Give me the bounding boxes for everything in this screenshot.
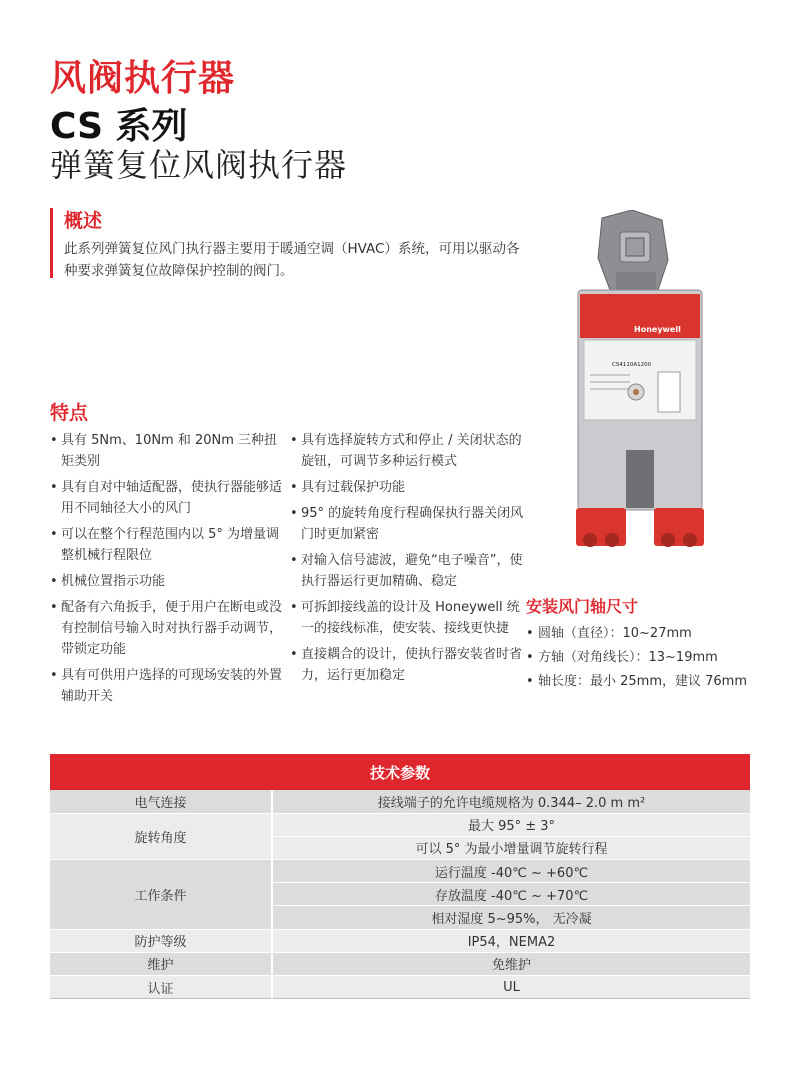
feature-item: • 直接耦合的设计，使执行器安装省时省力，运行更加稳定 [290, 644, 526, 686]
spec-label-certification: 认证 [50, 976, 272, 999]
feature-item: • 可拆卸接线盖的设计及 Honeywell 统一的接线标准，使安装、接线更快捷 [290, 597, 526, 639]
table-row [50, 790, 750, 813]
bullet-icon: • [526, 650, 534, 665]
feature-item: • 具有 5Nm、10Nm 和 20Nm 三种扭矩类别 [50, 430, 286, 472]
mounting-item: • 圆轴（直径）：10~27mm [526, 622, 776, 646]
features-list-right [290, 430, 526, 691]
product-model-label: CS4110A1200 [612, 362, 652, 368]
feature-item: • 具有自对中轴适配器，使执行器能够适用不同轴径大小的风门 [50, 477, 286, 519]
overview-accent-bar [50, 208, 53, 278]
table-row [50, 952, 750, 975]
overview-text: 此系列弹簧复位风门执行器主要用于暖通空调（HVAC）系统，可用以驱动各种要求弹簧复位故障保护控制的阀门。 [64, 241, 520, 279]
feature-item: • 可以在整个行程范围内以 5° 为增量调整机械行程限位 [50, 524, 286, 566]
bullet-icon: • [290, 506, 298, 521]
spec-value-conditions-1: 运行温度 -40℃ ~ +60℃ [272, 860, 750, 883]
mounting-list [526, 622, 776, 694]
feature-item: • 具有选择旋转方式和停止 / 关闭状态的旋钮，可调节多种运行模式 [290, 430, 526, 472]
spec-table [50, 754, 750, 999]
bullet-icon: • [50, 433, 58, 448]
spec-value-conditions-2: 存放温度 -40℃ ~ +70℃ [272, 883, 750, 906]
mounting-item: • 轴长度：最小 25mm，建议 76mm [526, 670, 776, 694]
bullet-icon: • [290, 553, 298, 568]
feature-item: • 具有过载保护功能 [290, 477, 526, 498]
spec-label-electrical: 电气连接 [50, 790, 272, 813]
bullet-icon: • [290, 647, 298, 662]
feature-item: • 机械位置指示功能 [50, 571, 286, 592]
bullet-icon: • [290, 600, 298, 615]
product-brand-label: Honeywell [634, 325, 681, 334]
bullet-icon: • [290, 480, 298, 495]
bullet-icon: • [50, 574, 58, 589]
overview-heading: 概述 [64, 210, 103, 232]
mounting-heading: 安装风门轴尺寸 [526, 597, 639, 616]
bullet-icon: • [50, 527, 58, 542]
features-list-left [50, 430, 286, 712]
bullet-icon: • [526, 626, 534, 641]
spec-label-maintenance: 维护 [50, 952, 272, 975]
feature-item: • 95° 的旋转角度行程确保执行器关闭风门时更加紧密 [290, 503, 526, 545]
bullet-icon: • [50, 668, 58, 683]
spec-label-protection: 防护等级 [50, 929, 272, 952]
actuator-product-image [570, 210, 710, 550]
spec-label-conditions: 工作条件 [50, 860, 272, 930]
feature-item: • 具有可供用户选择的可现场安装的外置辅助开关 [50, 665, 286, 707]
series-title: CS 系列 [50, 106, 188, 147]
spec-value-rotation-1: 最大 95° ± 3° [272, 813, 750, 836]
spec-label-rotation: 旋转角度 [50, 813, 272, 859]
bullet-icon: • [50, 600, 58, 615]
spec-value-certification: UL [272, 976, 750, 999]
bullet-icon: • [526, 674, 534, 689]
table-row [50, 976, 750, 999]
feature-item: • 对输入信号滤波，避免“电子噪音”，使执行器运行更加精确、稳定 [290, 550, 526, 592]
table-row [50, 813, 750, 836]
bullet-icon: • [50, 480, 58, 495]
page-subtitle: 弹簧复位风阀执行器 [50, 146, 348, 184]
bullet-icon: • [290, 433, 298, 448]
spec-value-electrical: 接线端子的允许电缆规格为 0.344– 2.0 m m² [272, 790, 750, 813]
spec-table-heading: 技术参数 [50, 754, 750, 790]
spec-value-rotation-2: 可以 5° 为最小增量调节旋转行程 [272, 836, 750, 859]
table-row [50, 860, 750, 883]
mounting-item: • 方轴（对角线长）：13~19mm [526, 646, 776, 670]
feature-item: • 配备有六角扳手，便于用户在断电或没有控制信号输入时对执行器手动调节，带锁定功能 [50, 597, 286, 660]
spec-value-maintenance: 免维护 [272, 952, 750, 975]
table-row [50, 929, 750, 952]
page-title: 风阀执行器 [50, 58, 236, 99]
features-heading: 特点 [50, 402, 89, 424]
spec-value-protection: IP54，NEMA2 [272, 929, 750, 952]
spec-value-conditions-3: 相对湿度 5~95%， 无冷凝 [272, 906, 750, 929]
